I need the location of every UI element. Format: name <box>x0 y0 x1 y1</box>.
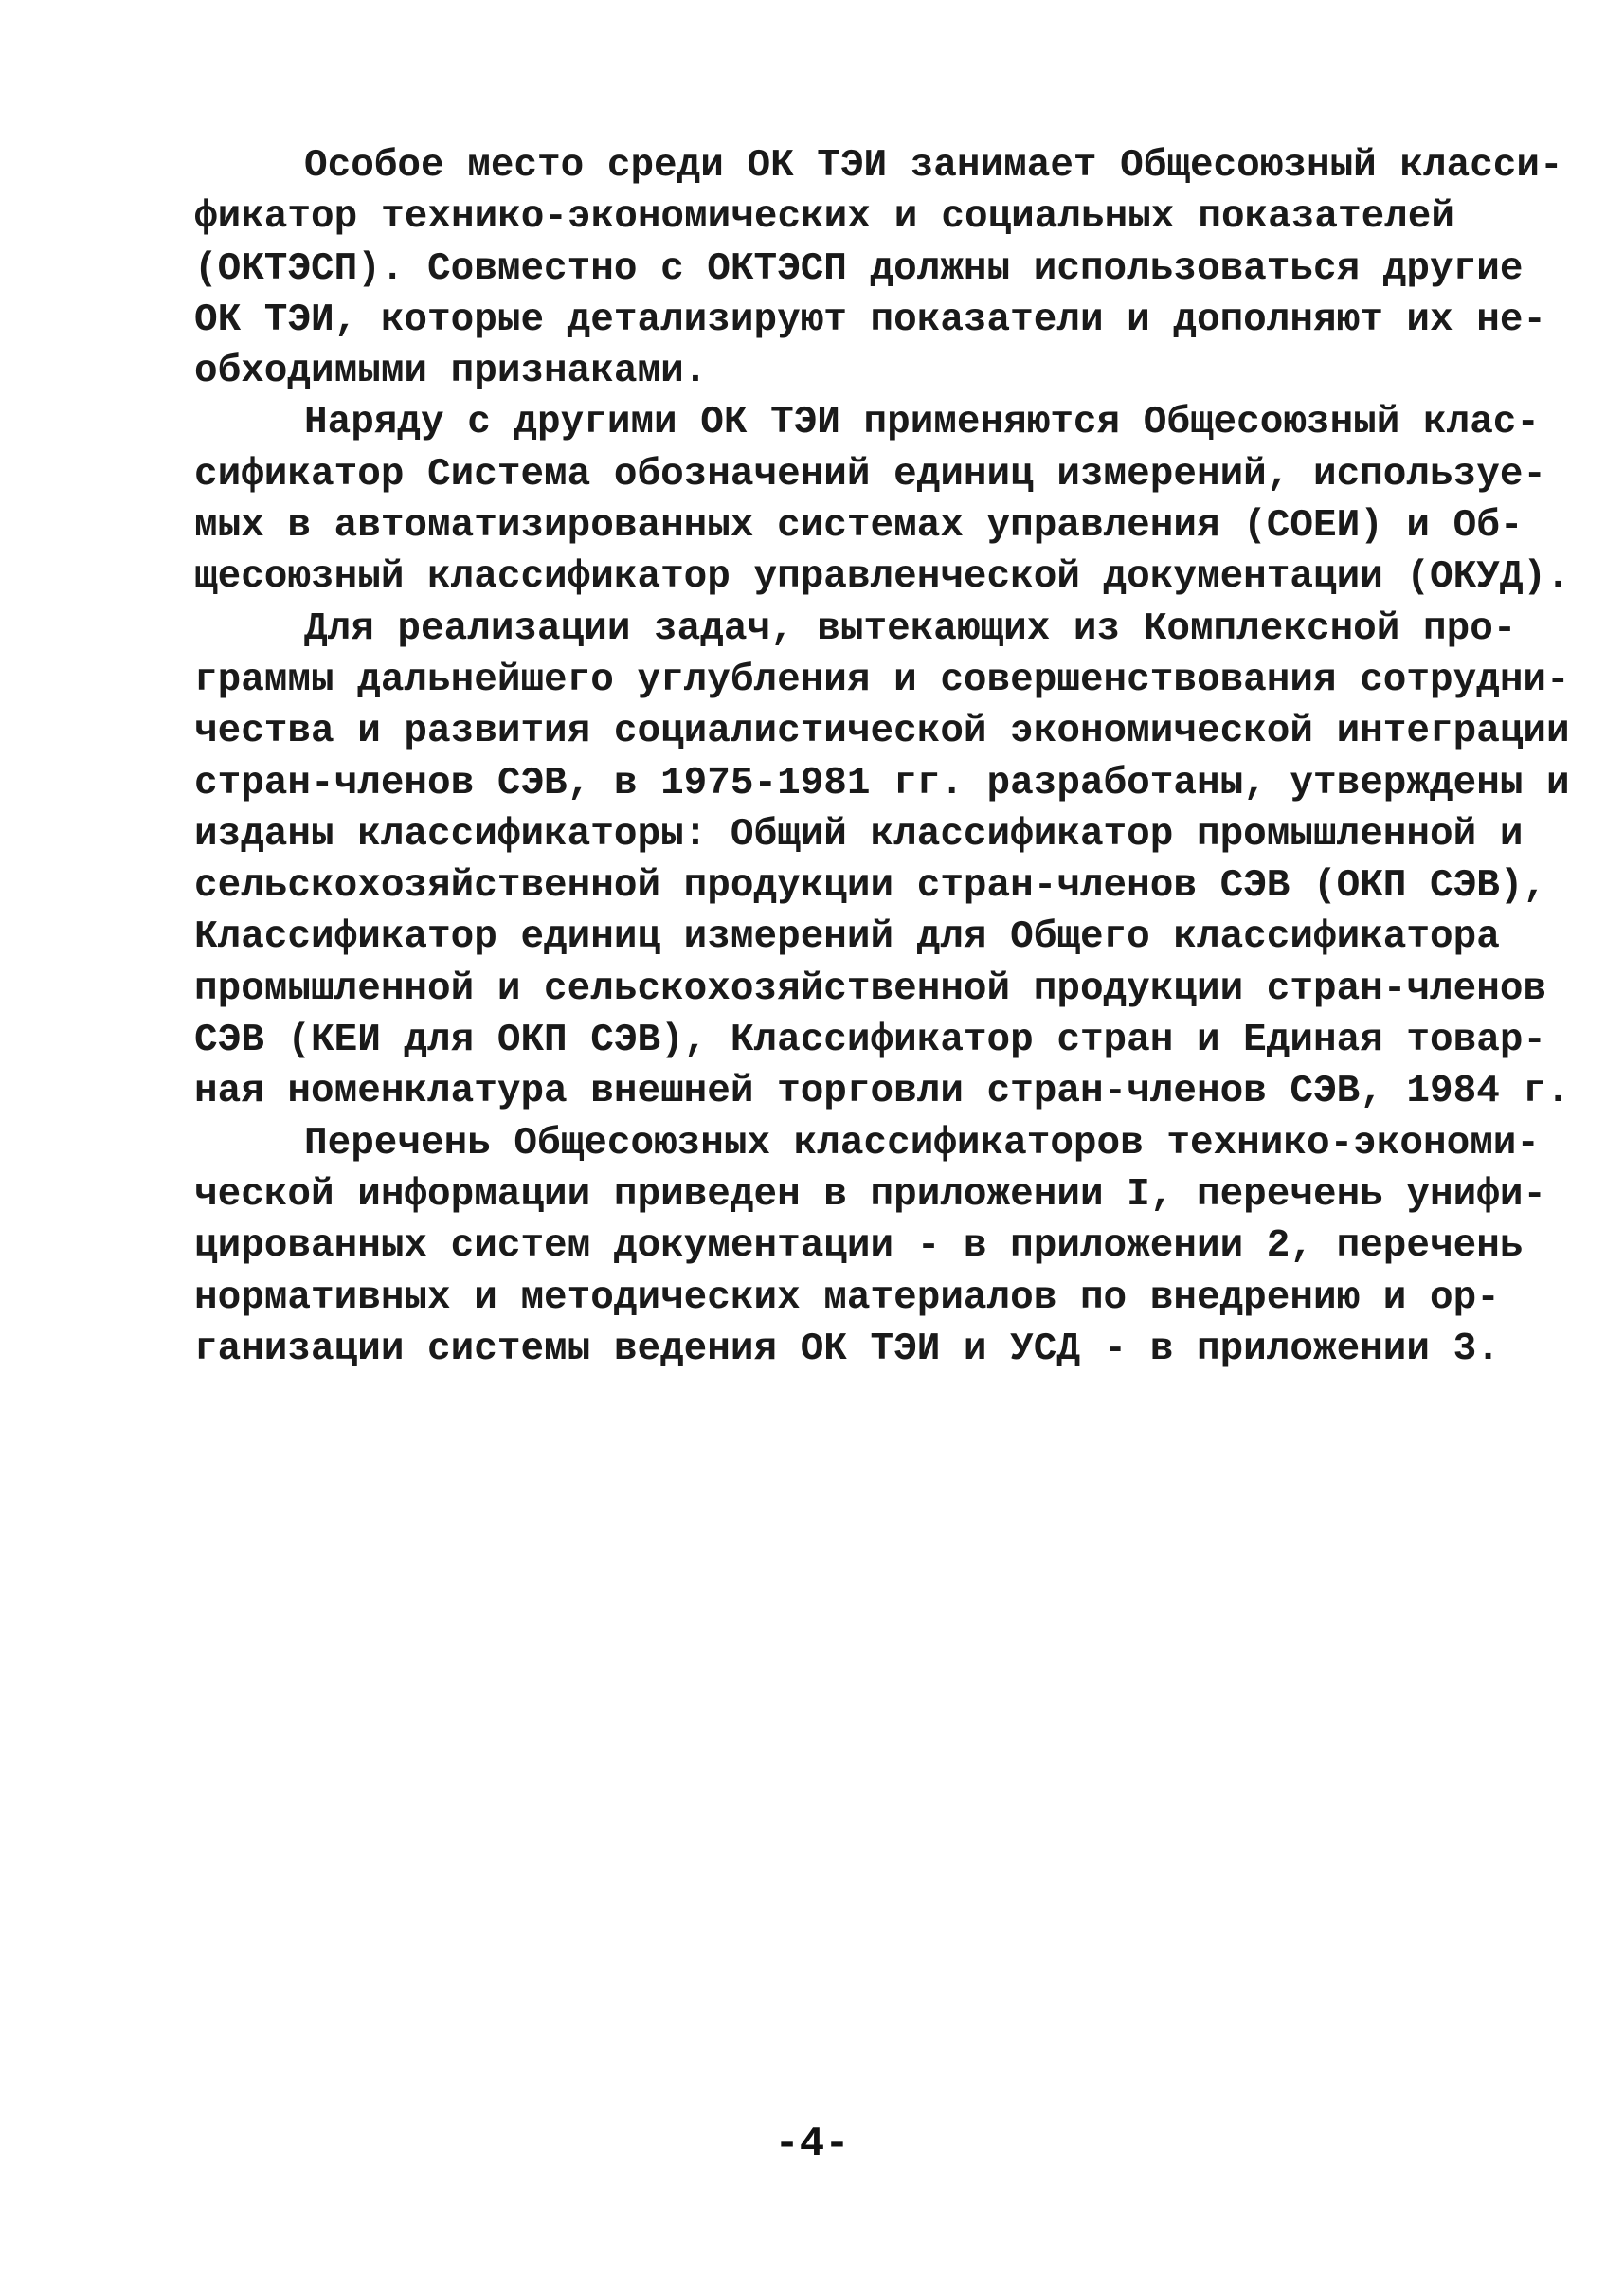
text-line: Для реализации задач, вытекающих из Комплексной про- <box>304 606 1517 651</box>
text-line: стран-членов СЭВ, в 1975-1981 гг. разработаны, утверждены и <box>194 761 1570 805</box>
text-line: фикатор технико-экономических и социальных показателей <box>194 195 1454 240</box>
text-line: граммы дальнейшего углубления и совершенствования сотрудни- <box>194 658 1570 702</box>
page-number: -4- <box>774 2121 850 2168</box>
text-line: Перечень Общесоюзных классификаторов технико-экономи- <box>304 1121 1541 1166</box>
text-line: Наряду с другими ОК ТЭИ применяются Общесоюзный клас- <box>304 401 1541 445</box>
text-line: промышленной и сельскохозяйственной продукции стран-членов <box>194 967 1547 1011</box>
text-line: Классификатор единиц измерений для Общего классификатора <box>194 915 1500 960</box>
text-line: Особое место среди ОК ТЭИ занимает Общесоюзный класси- <box>304 144 1563 188</box>
text-line: ная номенклатура внешней торговли стран-членов СЭВ, 1984 г. <box>194 1070 1570 1114</box>
text-line: щесоюзный классификатор управленческой документации (ОКУД). <box>194 555 1570 600</box>
text-line: сификатор Система обозначений единиц измерений, используе- <box>194 452 1547 497</box>
text-line: ганизации системы ведения ОК ТЭИ и УСД - в приложении 3. <box>194 1327 1500 1371</box>
text-line: ОК ТЭИ, которые детализируют показатели и дополняют их не- <box>194 298 1547 342</box>
paragraph-soei-okud <box>194 397 1570 603</box>
paragraph-appendices <box>194 1118 1547 1375</box>
paragraph-oktesp <box>194 140 1563 397</box>
text-line: чества и развития социалистической экономической интеграции <box>194 710 1570 754</box>
text-line: изданы классификаторы: Общий классификатор промышленной и <box>194 812 1524 857</box>
text-line: цированных систем документации - в приложении 2, перечень <box>194 1224 1524 1269</box>
text-line: нормативных и методических материалов по внедрению и ор- <box>194 1275 1500 1320</box>
text-line: ческой информации приведен в приложении I, перечень унифи- <box>194 1172 1547 1217</box>
text-line: мых в автоматизированных системах управления (СОЕИ) и Об- <box>194 504 1524 549</box>
body-text <box>194 140 1570 1375</box>
text-line: СЭВ (КЕИ для ОКП СЭВ), Классификатор стран и Единая товар- <box>194 1019 1547 1063</box>
paragraph-sev-classifiers <box>194 604 1570 1118</box>
text-line: сельскохозяйственной продукции стран-членов СЭВ (ОКП СЭВ), <box>194 864 1547 909</box>
text-line: (ОКТЭСП). Совместно с ОКТЭСП должны использоваться другие <box>194 246 1524 291</box>
text-line: обходимыми признаками. <box>194 350 708 394</box>
